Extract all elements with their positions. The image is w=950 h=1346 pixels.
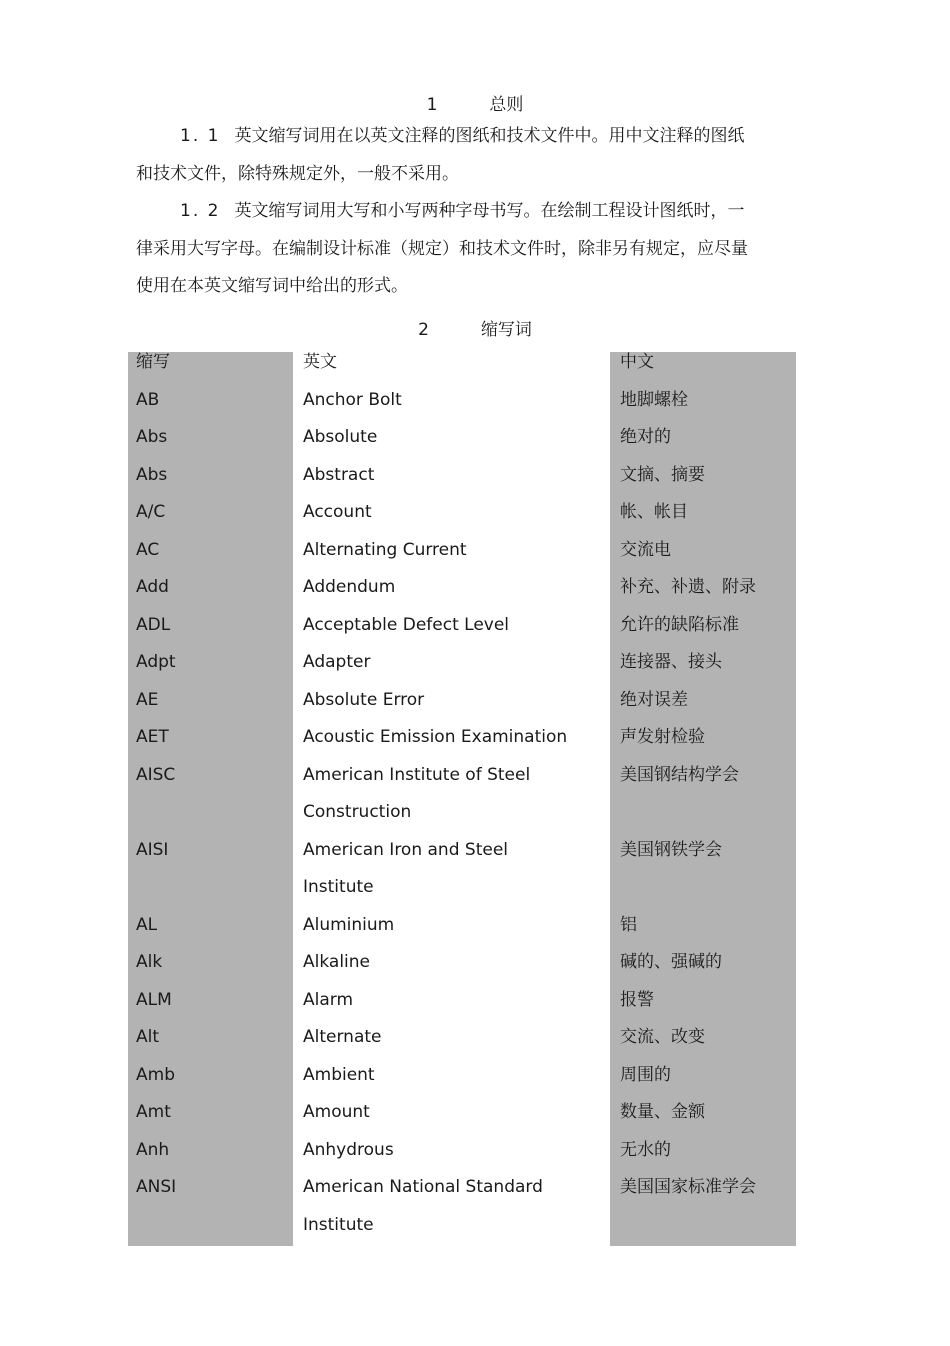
chinese-cell: 绝对的 — [620, 427, 671, 447]
english-line: Account — [303, 502, 372, 522]
english-line: Addendum — [303, 577, 396, 597]
chinese-cell: 铝 — [620, 914, 637, 935]
english-line: Institute — [303, 1214, 374, 1235]
chinese-cell: 连接器、接头 — [620, 652, 722, 672]
paragraph-number: 1. 2 — [180, 201, 221, 221]
table-row — [0, 382, 950, 420]
english-cell — [303, 982, 603, 1020]
table-row — [0, 457, 950, 495]
table-row — [0, 419, 950, 457]
english-line: American Iron and Steel — [303, 839, 508, 860]
table-row — [0, 832, 950, 907]
english-cell — [303, 907, 603, 945]
abbreviation-cell: Alk — [136, 952, 163, 972]
chinese-cell: 碱的、强碱的 — [620, 952, 722, 972]
section-1-heading — [0, 90, 950, 115]
chinese-cell: 交流电 — [620, 539, 671, 560]
chinese-cell: 允许的缺陷标准 — [620, 614, 739, 635]
chinese-cell: 周围的 — [620, 1064, 671, 1085]
abbreviation-cell: ADL — [136, 614, 171, 635]
english-cell — [303, 832, 603, 907]
english-line: Ambient — [303, 1064, 375, 1085]
english-cell — [303, 382, 603, 420]
table-header-row — [0, 344, 950, 382]
table-row — [0, 907, 950, 945]
chinese-cell: 地脚螺栓 — [620, 389, 688, 410]
abbreviation-cell: AISC — [136, 764, 176, 785]
english-line: Construction — [303, 802, 412, 822]
table-row — [0, 644, 950, 682]
english-cell — [303, 1057, 603, 1095]
table-body — [0, 382, 950, 1245]
english-cell — [303, 644, 603, 682]
table-row — [0, 719, 950, 757]
paragraph-1-2 — [136, 193, 756, 306]
abbreviation-cell: Adpt — [136, 652, 176, 672]
table-row — [0, 532, 950, 570]
table-row — [0, 607, 950, 645]
english-line: Absolute — [303, 427, 378, 447]
section-title: 总则 — [489, 95, 524, 115]
abbreviation-cell: ANSI — [136, 1177, 177, 1197]
english-line: Alarm — [303, 989, 354, 1010]
abbreviation-cell: Add — [136, 577, 169, 597]
abbreviation-cell: Alt — [136, 1027, 160, 1047]
paragraph-text: 英文缩写词用大写和小写两种字母书写。在绘制工程设计图纸时，一律采用大写字母。在编制设计标准（规定）和技术文件时，除非另有规定，应尽量使用在本英文缩写词中给出的形式。 — [136, 201, 748, 296]
paragraph-text: 英文缩写词用在以英文注释的图纸和技术文件中。用中文注释的图纸和技术文件，除特殊规定外，一般不采用。 — [136, 126, 745, 184]
abbreviation-cell: AL — [136, 914, 158, 935]
paragraph-1-1 — [136, 118, 756, 193]
section-title: 缩写词 — [480, 320, 532, 340]
chinese-cell: 声发射检验 — [620, 727, 705, 747]
abbreviation-cell: Anh — [136, 1139, 170, 1160]
english-cell — [303, 607, 603, 645]
table-row — [0, 494, 950, 532]
english-cell — [303, 419, 603, 457]
abbreviation-cell: AET — [136, 727, 169, 747]
english-line: American Institute of Steel — [303, 764, 531, 785]
abbreviation-cell: ALM — [136, 989, 172, 1010]
table-row — [0, 1132, 950, 1170]
english-cell — [303, 1019, 603, 1057]
abbreviation-cell: Amt — [136, 1102, 171, 1122]
english-cell — [303, 532, 603, 570]
chinese-cell: 报警 — [620, 989, 654, 1010]
chinese-cell: 数量、金额 — [620, 1102, 705, 1122]
english-line: Acoustic Emission Examination — [303, 727, 568, 747]
table-row — [0, 682, 950, 720]
english-cell — [303, 1094, 603, 1132]
english-cell — [303, 494, 603, 532]
table-row — [0, 1057, 950, 1095]
abbreviation-cell: Abs — [136, 427, 168, 447]
english-cell — [303, 757, 603, 832]
chinese-cell: 美国国家标准学会 — [620, 1177, 756, 1197]
english-cell — [303, 569, 603, 607]
english-line: Alternate — [303, 1027, 382, 1047]
english-line: Alternating Current — [303, 539, 467, 560]
english-line: Abstract — [303, 464, 375, 485]
section-number: 2 — [418, 320, 429, 340]
table-row — [0, 1019, 950, 1057]
english-line: Anchor Bolt — [303, 389, 402, 410]
abbreviation-cell: AB — [136, 389, 160, 410]
english-line: Anhydrous — [303, 1139, 394, 1160]
table-row — [0, 1094, 950, 1132]
abbreviation-cell: Amb — [136, 1064, 175, 1085]
chinese-cell: 帐、帐目 — [620, 502, 688, 522]
chinese-cell: 绝对误差 — [620, 689, 688, 710]
chinese-cell: 美国钢结构学会 — [620, 764, 739, 785]
english-cell — [303, 457, 603, 495]
table-row — [0, 1169, 950, 1244]
english-line: Aluminium — [303, 914, 395, 935]
section-2-heading — [0, 315, 950, 340]
section-number: 1 — [426, 95, 438, 115]
english-line: Adapter — [303, 652, 371, 672]
english-cell — [303, 682, 603, 720]
abbreviation-cell: Abs — [136, 464, 168, 485]
chinese-cell: 美国钢铁学会 — [620, 839, 722, 860]
table-row — [0, 982, 950, 1020]
table-row — [0, 569, 950, 607]
table-row — [0, 757, 950, 832]
chinese-cell: 交流、改变 — [620, 1027, 705, 1047]
english-line: American National Standard — [303, 1177, 543, 1197]
english-cell — [303, 1169, 603, 1244]
english-cell — [303, 719, 603, 757]
abbreviation-cell: AISI — [136, 839, 169, 860]
english-cell — [303, 1132, 603, 1170]
english-line: Amount — [303, 1102, 370, 1122]
abbreviation-cell: AE — [136, 689, 159, 710]
abbreviation-cell: A/C — [136, 502, 166, 522]
chinese-cell: 无水的 — [620, 1139, 671, 1160]
header-english: 英文 — [303, 352, 337, 372]
paragraph-number: 1. 1 — [180, 126, 221, 146]
table-row — [0, 944, 950, 982]
abbreviation-cell: AC — [136, 539, 160, 560]
chinese-cell: 补充、补遗、附录 — [620, 577, 756, 597]
english-cell — [303, 944, 603, 982]
english-line: Acceptable Defect Level — [303, 614, 510, 635]
english-line: Absolute Error — [303, 689, 425, 710]
header-abbreviation: 缩写 — [136, 352, 170, 372]
header-chinese: 中文 — [620, 352, 654, 372]
abbreviation-table — [0, 344, 950, 1244]
english-line: Alkaline — [303, 952, 370, 972]
chinese-cell: 文摘、摘要 — [620, 464, 705, 485]
english-line: Institute — [303, 877, 374, 897]
